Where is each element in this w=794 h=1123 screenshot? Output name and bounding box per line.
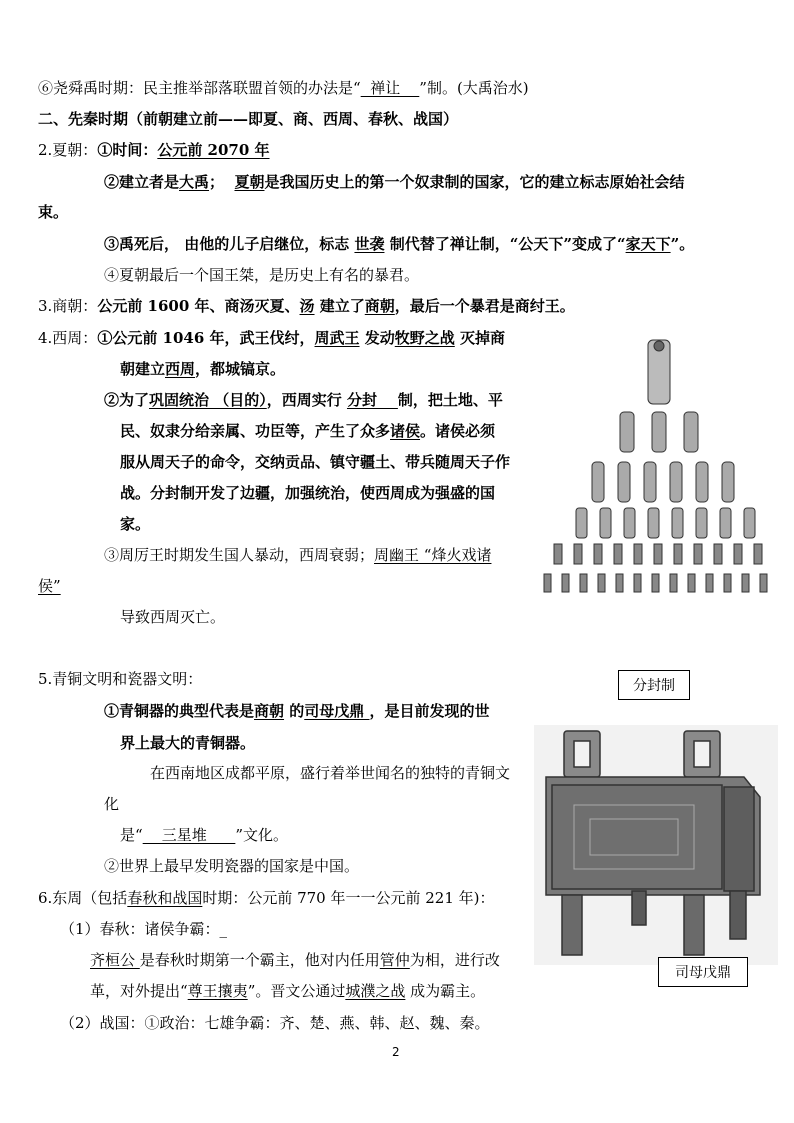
line-zhou-decline-cont: 侯” — [38, 577, 61, 595]
section-heading-pre-qin: 二、先秦时期（前朝建立前——即夏、商、西周、春秋、战国） — [38, 110, 459, 128]
line-sanxingdui-3: 是“ 三星堆 ”文化。 — [120, 826, 289, 844]
line-xia-founder: ②建立者是大禹； 夏朝是我国历史上的第一个奴隶制的国家，它的建立标志原始社会结 — [104, 173, 685, 191]
line-spring-autumn: （1）春秋：诸侯争霸：_ — [60, 920, 228, 938]
line-xia-jie: ④夏朝最后一个国王桀，是历史上有名的暴君。 — [104, 266, 420, 284]
line-zhou-decline: ③周厉王时期发生国人暴动，西周衰弱；周幽王 “烽火戏诸 — [104, 546, 492, 564]
line-xia-succession: ③禹死后， 由他的儿子启继位，标志 世袭 制代替了禅让制，“公天下”变成了“家天下”。 — [104, 235, 695, 253]
line-sanxingdui-2: 化 — [104, 795, 120, 813]
line-zhou-fall: 导致西周灭亡。 — [120, 608, 226, 626]
line-fenfeng-3: 服从周天子的命令，交纳贡品、镇守疆土、带兵随周天子作 — [120, 453, 511, 471]
line-porcelain: ②世界上最早发明瓷器的国家是中国。 — [104, 857, 360, 875]
line-western-zhou: 4.西周：①公元前 1046 年，武王伐纣，周武王 发动牧野之战 灭掉商 — [38, 329, 506, 347]
line-fenfeng-4: 战。分封制开发了边疆，加强统治，使西周成为强盛的国 — [120, 484, 496, 502]
caption-fenfeng: 分封制 — [618, 670, 690, 700]
line-yao-shun-yu: ⑥尧舜禹时期：民主推举部落联盟首领的办法是“ 禅让 ”制。(大禹治水) — [38, 79, 529, 97]
page-number: 2 — [392, 1045, 400, 1059]
line-xia-time: 2.夏朝：①时间：公元前 2070 年 — [38, 141, 270, 159]
line-qi-huangong: 齐桓公 是春秋时期第一个霸主，他对内任用管仲为相，进行改 — [90, 951, 500, 969]
caption-ding: 司母戊鼎 — [658, 957, 748, 987]
line-shang: 3.商朝：公元前 1600 年、商汤灭夏、汤 建立了商朝，最后一个暴君是商纣王。 — [38, 297, 575, 315]
line-bronze-heading: 5.青铜文明和瓷器文明： — [38, 670, 203, 688]
line-sanxingdui-1: 在西南地区成都平原，盛行着举世闻名的独特的青铜文 — [150, 764, 511, 782]
line-bronze-1: ①青铜器的典型代表是商朝 的司母戊鼎 ，是目前发现的世 — [104, 702, 490, 720]
fenfeng-pyramid-figure — [540, 338, 778, 600]
line-fenfeng-5: 家。 — [120, 515, 151, 533]
line-fenfeng-2: 民、奴隶分给亲属、功臣等，产生了众多诸侯。诸侯必须 — [120, 422, 496, 440]
line-fenfeng: ②为了巩固统治 （目的），西周实行 分封 制，把土地、平 — [104, 391, 503, 409]
line-warring-states: （2）战国：①政治：七雄争霸：齐、楚、燕、韩、赵、魏、秦。 — [60, 1014, 490, 1032]
line-eastern-zhou: 6.东周（包括春秋和战国时期：公元前 770 年一一公元前 221 年)： — [38, 889, 495, 907]
line-western-zhou-cont: 朝建立西周，都城镐京。 — [120, 360, 286, 378]
line-xia-founder-cont: 束。 — [38, 203, 69, 221]
line-qi-huangong-cont: 革，对外提出“尊王攘夷”。晋文公通过城濮之战 成为霸主。 — [90, 982, 486, 1000]
line-bronze-1-cont: 界上最大的青铜器。 — [120, 734, 256, 752]
simuwu-ding-figure — [534, 725, 778, 965]
